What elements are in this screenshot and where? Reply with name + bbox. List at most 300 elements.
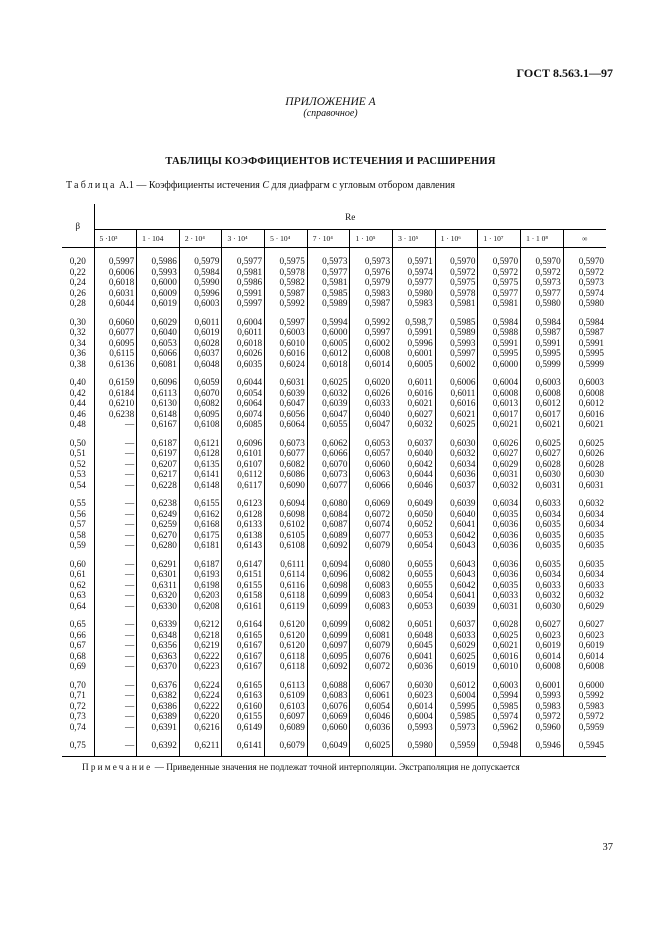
coefficient-cell: — [94,569,137,580]
coefficient-cell: 0,6167 [222,651,265,662]
caption-label: Таблица [66,180,117,191]
coefficient-cell: 0,5962 [478,722,521,733]
coefficient-cell: 0,6089 [307,530,350,541]
coefficient-cell: 0,6136 [94,359,137,370]
coefficient-cell: 0,6224 [179,672,222,691]
coefficient-cell: 0,5991 [222,288,265,299]
coefficient-cell: 0,5978 [265,267,308,278]
coefficient-cell: 0,6077 [265,448,308,459]
coefficient-cell: 0,6070 [179,388,222,399]
coefficient-cell: 0,6059 [179,369,222,388]
coefficient-cell: 0,6004 [478,369,521,388]
coefficient-cell: 0,6061 [350,690,393,701]
coefficient-cell: 0,5959 [435,732,478,756]
coefficient-cell: 0,6003 [179,298,222,309]
coefficient-cell: 0,6044 [94,298,137,309]
coefficient-cell: 0,6098 [265,509,308,520]
coefficient-cell: 0,5972 [578,711,604,721]
coefficient-cell: 0,6037 [435,480,478,491]
coefficient-cell: 0,5997 [435,348,478,359]
coefficient-cell: 0,6117 [222,480,265,491]
coefficient-cell: 0,6120 [265,630,308,641]
coefficient-cell: — [94,480,137,491]
coefficient-cell: 0,6033 [521,580,564,591]
coefficient-cell: 0,6034 [521,509,564,520]
coefficient-cell: 0,6005 [307,338,350,349]
coefficient-cell: 0,5985 [435,309,478,328]
section-title: ТАБЛИЦЫ КОЭФФИЦИЕНТОВ ИСТЕЧЕНИЯ И РАСШИРЕНИЯ [165,156,496,167]
coefficient-cell: 0,5987 [521,327,564,338]
coefficient-cell: 0,6311 [137,580,180,591]
table-row [62,469,606,480]
coefficient-cell: 0,6076 [350,651,393,662]
coefficient-cell: 0,6011 [179,309,222,328]
coefficient-cell: 0,6165 [222,672,265,691]
coefficient-cell: 0,5981 [435,298,478,309]
coefficient-cell: 0,6102 [265,519,308,530]
beta-cell: 0,71 [62,690,94,701]
coefficient-cell: 0,6138 [222,530,265,541]
beta-cell: 0,59 [62,540,94,551]
beta-cell: 0,73 [62,711,94,722]
coefficient-cell: 0,6014 [578,650,604,661]
coefficient-cell: 0,6034 [578,508,604,519]
coefficient-cell: 0,6033 [350,398,393,409]
coefficient-cell: 0,5984 [179,267,222,278]
coefficient-cell: 0,6054 [393,540,436,551]
coefficient-cell: 0,6082 [179,398,222,409]
coefficient-cell: 0,6064 [222,398,265,409]
coefficient-cell: 0,5991 [521,338,564,349]
coefficient-cell: 0,6008 [578,661,604,671]
coefficient-cell: 0,6095 [179,409,222,420]
coefficient-cell: 0,6025 [350,732,393,756]
coefficient-cell: 0,6052 [393,519,436,530]
coefficient-cell: 0,5993 [137,267,180,278]
re-column-header: 3 · 10⁴ [222,230,265,248]
caption-symbol: C [262,180,270,191]
coefficient-cell: 0,6060 [307,722,350,733]
coefficient-cell: 0,6035 [222,359,265,370]
coefficient-cell: 0,5972 [478,267,521,278]
coefficient-cell: 0,6222 [179,701,222,712]
coefficient-cell: 0,5973 [578,277,604,287]
table-row [62,732,606,756]
coefficient-cell: 0,6086 [265,469,308,480]
coefficient-cell: 0,6085 [222,419,265,430]
coefficient-cell: 0,6212 [179,611,222,630]
coefficient-cell: 0,6035 [521,530,564,541]
coefficient-cell: 0,5984 [578,316,604,327]
coefficient-cell: 0,6023 [393,690,436,701]
coefficient-cell: 0,5989 [307,298,350,309]
coefficient-cell: 0,6030 [393,672,436,691]
coefficient-cell: 0,6053 [137,338,180,349]
coefficient-cell: 0,6363 [137,651,180,662]
coefficient-cell: 0,5995 [478,348,521,359]
coefficient-cell: 0,6032 [307,388,350,399]
coefficient-cell: 0,6016 [393,388,436,399]
coefficient-cell: 0,6087 [307,519,350,530]
coefficient-cell: 0,6210 [94,398,137,409]
coefficient-cell: 0,6141 [179,469,222,480]
table-row [62,338,606,349]
coefficient-cell: 0,6042 [435,530,478,541]
coefficient-cell: 0,6048 [393,630,436,641]
coefficient-cell: 0,5981 [478,298,521,309]
re-column-header: 5 · 10⁴ [265,230,308,248]
coefficient-cell: 0,6081 [350,630,393,641]
coefficient-cell: 0,6077 [350,530,393,541]
coefficient-cell: 0,5960 [521,722,564,733]
coefficient-cell: 0,6011 [435,388,478,399]
coefficient-cell: 0,6001 [393,348,436,359]
coefficient-cell: 0,6000 [478,359,521,370]
coefficient-cell: 0,6041 [393,651,436,662]
coefficient-cell: 0,6012 [435,672,478,691]
coefficient-cell: 0,6228 [137,480,180,491]
coefficient-cell: 0,6054 [222,388,265,399]
coefficient-cell: 0,6034 [578,569,604,579]
coefficient-cell: 0,6053 [393,530,436,541]
table-row [62,359,606,370]
coefficient-cell: 0,6376 [137,672,180,691]
coefficient-cell: 0,6082 [350,611,393,630]
re-column-header: 7 · 10⁴ [307,230,350,248]
table-row [62,398,606,409]
coefficient-cell: 0,6082 [265,459,308,470]
coefficient-cell: 0,6119 [265,601,308,612]
coefficient-cell: 0,6008 [350,348,393,359]
coefficient-cell: 0,6021 [521,419,564,430]
coefficient-cell: 0,5973 [435,722,478,733]
coefficient-cell: 0,6193 [179,569,222,580]
coefficient-cell: 0,5995 [578,348,604,358]
coefficient-cell: 0,5976 [350,267,393,278]
coefficient-cell: 0,6155 [222,711,265,722]
coefficient-cell: 0,6021 [478,419,521,430]
beta-cell: 0,55 [62,490,94,509]
coefficient-cell: 0,6035 [521,519,564,530]
coefficient-cell: 0,6220 [179,711,222,722]
coefficient-cell: 0,6163 [222,690,265,701]
coefficient-cell: 0,6094 [307,551,350,570]
coefficient-cell: 0,5945 [578,740,604,750]
coefficient-cell: 0,6079 [350,640,393,651]
coefficient-cell: 0,5959 [578,721,604,732]
coefficient-cell: 0,6028 [179,338,222,349]
coefficient-cell: 0,6259 [137,519,180,530]
coefficient-cell: 0,5985 [478,701,521,712]
coefficient-cell: 0,6030 [521,469,564,480]
coefficient-cell: 0,6249 [137,509,180,520]
coefficient-cell: 0,6348 [137,630,180,641]
coefficient-cell: 0,6208 [179,601,222,612]
coefficient-cell: 0,6161 [222,601,265,612]
coefficient-cell: — [94,640,137,651]
coefficient-cell: 0,6019 [137,298,180,309]
coefficient-cell: 0,6032 [478,480,521,491]
coefficient-cell: 0,6092 [307,540,350,551]
beta-cell: 0,38 [62,359,94,370]
coefficient-cell: 0,6168 [179,519,222,530]
coefficient-cell: 0,6006 [94,267,137,278]
coefficient-cell: 0,6034 [478,490,521,509]
coefficient-cell: 0,6036 [478,551,521,570]
coefficient-cell: 0,5995 [435,701,478,712]
coefficient-cell: 0,6016 [265,348,308,359]
coefficient-cell: 0,6149 [222,722,265,733]
coefficient-cell: 0,6029 [435,640,478,651]
coefficient-cell: 0,6223 [179,661,222,672]
coefficient-cell: 0,6026 [350,388,393,399]
coefficient-cell: 0,6049 [393,490,436,509]
beta-cell: 0,61 [62,569,94,580]
beta-cell: 0,28 [62,298,94,309]
table-row [62,419,606,430]
coefficient-cell: 0,6033 [435,630,478,641]
beta-cell: 0,58 [62,530,94,541]
coefficient-cell: 0,6090 [265,480,308,491]
table-row [62,298,606,309]
coefficient-cell: — [94,722,137,733]
coefficient-cell: 0,6035 [578,540,604,550]
coefficient-cell: 0,6077 [94,327,137,338]
coefficient-cell: 0,6158 [222,590,265,601]
coefficient-cell: 0,5997 [265,309,308,328]
coefficient-cell: 0,5988 [478,327,521,338]
beta-cell: 0,74 [62,722,94,733]
coefficient-cell: 0,6072 [350,509,393,520]
coefficient-cell: 0,5974 [578,287,604,298]
coefficient-cell: 0,6111 [265,551,308,570]
coefficient-cell: 0,5970 [578,256,604,266]
coefficient-cell: 0,6034 [521,569,564,580]
coefficient-cell: 0,6014 [393,701,436,712]
caption-text: А.1 — Коэффициенты истечения [116,180,263,191]
coefficient-cell: 0,6047 [350,419,393,430]
coefficient-cell: 0,6041 [435,519,478,530]
table-row [62,701,606,712]
coefficient-cell: 0,6096 [137,369,180,388]
coefficient-cell: 0,6080 [307,490,350,509]
coefficient-cell: 0,6019 [435,661,478,672]
coefficient-cell: 0,6010 [265,338,308,349]
coefficient-cell: 0,5970 [435,248,478,267]
coefficient-cell: 0,6031 [478,601,521,612]
coefficient-cell: 0,5996 [393,338,436,349]
coefficient-cell: 0,6036 [478,569,521,580]
coefficient-cell: 0,5946 [521,732,564,756]
coefficient-cell: 0,6028 [578,458,604,469]
coefficient-cell: 0,6082 [350,569,393,580]
coefficient-cell: 0,5992 [265,298,308,309]
table-row [62,711,606,722]
coefficient-cell: 0,6048 [179,359,222,370]
coefficient-cell: — [94,732,137,756]
coefficient-cell: 0,5997 [94,248,137,267]
beta-cell: 0,26 [62,288,94,299]
note-text: — Приведенные значения не подлежат точной интерполяции. Экстраполяция не допускается [152,761,520,772]
coefficient-cell: 0,5984 [521,309,564,328]
coefficient-cell: 0,6025 [435,651,478,662]
coefficient-cell: 0,5977 [521,288,564,299]
coefficient-cell: — [94,590,137,601]
coefficient-cell: 0,6012 [578,398,604,408]
table-row [62,601,606,612]
coefficient-cell: 0,6030 [578,469,604,479]
coefficient-cell: — [94,459,137,470]
beta-cell: 0,40 [62,369,94,388]
coefficient-cell: 0,6036 [393,661,436,672]
coefficient-cell: 0,6027 [393,409,436,420]
table-row [62,530,606,541]
coefficient-cell: 0,6036 [478,530,521,541]
coefficient-cell: — [94,519,137,530]
coefficient-cell: 0,6167 [137,419,180,430]
coefficient-cell: 0,6080 [350,551,393,570]
coefficient-cell: 0,6031 [578,479,604,490]
coefficient-cell: 0,6060 [350,459,393,470]
coefficient-cell: 0,5981 [222,267,265,278]
coefficient-cell: 0,6028 [521,459,564,470]
coefficient-cell: 0,6155 [222,580,265,591]
table-row [62,672,606,691]
coefficient-cell: 0,6006 [435,369,478,388]
coefficient-cell: 0,6051 [393,611,436,630]
coefficient-cell: 0,6032 [578,498,604,508]
coefficient-cell: 0,6164 [222,611,265,630]
coefficient-cell: 0,6034 [435,459,478,470]
coefficient-cell: 0,6099 [307,590,350,601]
coefficient-cell: 0,6035 [578,558,604,569]
coefficient-cell: 0,6135 [179,459,222,470]
coefficient-cell: 0,6113 [265,672,308,691]
coefficient-cell: 0,5980 [393,732,436,756]
coefficient-cell: 0,5974 [393,267,436,278]
table-row [62,327,606,338]
coefficient-cell: 0,6040 [435,509,478,520]
coefficient-cell: 0,6026 [578,448,604,458]
coefficient-cell: 0,6079 [265,732,308,756]
coefficient-cell: 0,6070 [307,459,350,470]
coefficient-cell: 0,6027 [478,448,521,459]
re-column-header: 1 · 10⁵ [350,230,393,248]
coefficient-cell: 0,5977 [307,267,350,278]
coefficient-cell: 0,6218 [179,630,222,641]
coefficient-cell: 0,6036 [478,540,521,551]
coefficient-cell: 0,6046 [350,711,393,722]
coefficient-cell: 0,5987 [578,327,604,337]
coefficient-cell: 0,6073 [307,469,350,480]
table-row [62,540,606,551]
coefficient-cell: 0,6014 [350,359,393,370]
coefficient-cell: 0,6037 [393,430,436,449]
coefficient-cell: 0,5983 [350,288,393,299]
table-row [62,509,606,520]
re-columns-row [62,230,606,248]
coefficient-cell: 0,6063 [350,469,393,480]
coefficient-cell: 0,6008 [578,387,604,398]
coefficient-cell: 0,6099 [307,611,350,630]
coefficient-cell: 0,6207 [137,459,180,470]
coefficient-cell: 0,6020 [350,369,393,388]
coefficient-cell: 0,6148 [179,480,222,491]
coefficient-cell: 0,6280 [137,540,180,551]
coefficient-cell: 0,6079 [350,540,393,551]
coefficient-cell: 0,6002 [350,338,393,349]
coefficient-cell: 0,6047 [307,409,350,420]
coefficient-cell: 0,6238 [137,490,180,509]
coefficient-cell: 0,5972 [521,267,564,278]
coefficient-cell: 0,6067 [350,672,393,691]
table-row [62,630,606,641]
coefficient-cell: 0,6021 [578,419,604,429]
coefficient-cell: 0,6109 [265,690,308,701]
coefficient-cell: 0,6023 [578,629,604,640]
coefficient-cell: 0,6224 [179,690,222,701]
coefficient-cell: 0,5984 [478,309,521,328]
coefficient-cell: — [94,701,137,712]
coefficient-cell: 0,6386 [137,701,180,712]
re-column-header: 1 · 1 0⁸ [521,230,564,248]
coefficient-cell: 0,6055 [393,580,436,591]
coefficient-cell: 0,6039 [307,398,350,409]
coefficient-cell: 0,6175 [179,530,222,541]
beta-cell: 0,46 [62,409,94,420]
coefficient-cell: 0,6095 [94,338,137,349]
coefficient-cell: 0,6211 [179,732,222,756]
coefficient-cell: 0,5971 [393,248,436,267]
table-row [62,309,606,328]
coefficient-cell: 0,5978 [435,288,478,299]
coefficient-cell: 0,6155 [179,490,222,509]
coefficient-cell: 0,6033 [521,490,564,509]
coefficient-cell: 0,6034 [578,519,604,529]
coefficient-cell: 0,5993 [393,722,436,733]
beta-cell: 0,34 [62,338,94,349]
coefficient-cell: 0,6203 [179,590,222,601]
coefficient-cell: 0,6114 [265,569,308,580]
coefficient-cell: 0,6128 [222,509,265,520]
table-row [62,480,606,491]
coefficient-cell: 0,6018 [307,359,350,370]
coefficient-cell: 0,5999 [578,358,604,369]
coefficient-cell: 0,5983 [393,298,436,309]
coefficient-cell: 0,6029 [478,459,521,470]
coefficient-cell: 0,6096 [307,569,350,580]
coefficient-cell: 0,6081 [137,359,180,370]
coefficient-cell: 0,5993 [521,690,564,701]
coefficient-cell: 0,6004 [393,711,436,722]
coefficient-cell: 0,6027 [521,448,564,459]
beta-cell: 0,30 [62,309,94,328]
table-row [62,430,606,449]
caption-text-2: для диафрагм с угловым отбором давления [269,180,455,191]
coefficient-cell: 0,6000 [578,679,604,690]
table-row [62,580,606,591]
coefficient-cell: 0,6083 [350,580,393,591]
coefficient-cell: 0,5986 [222,277,265,288]
table-row [62,490,606,509]
coefficient-cell: — [94,448,137,459]
coefficient-cell: 0,6116 [265,580,308,591]
coefficient-cell: 0,6025 [478,630,521,641]
re-column-header: 3 · 10⁵ [393,230,436,248]
coefficient-cell: 0,6118 [265,651,308,662]
coefficient-cell: 0,6055 [307,419,350,430]
coefficient-cell: 0,6165 [222,630,265,641]
